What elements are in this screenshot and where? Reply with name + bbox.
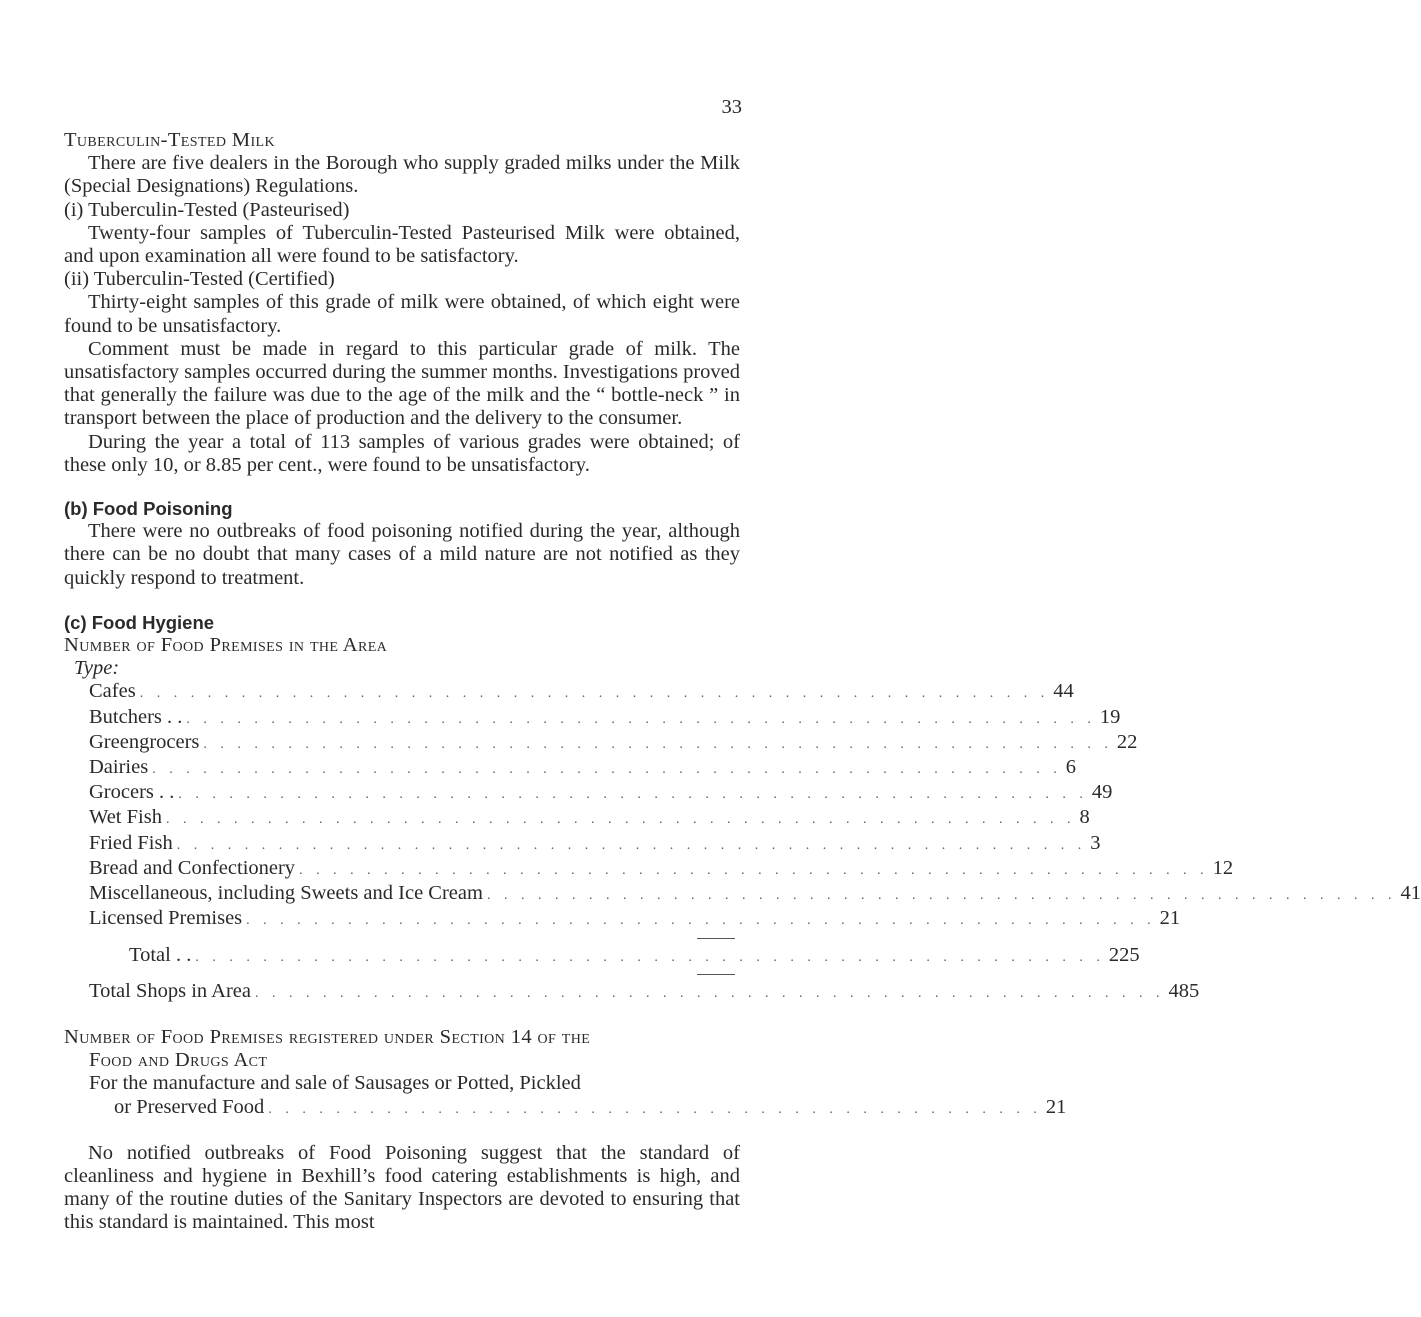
table-row bbox=[89, 705, 1121, 731]
table-row bbox=[89, 680, 1074, 705]
leader-dots: . . . . . . . . . . . . . . . . . . . . . . . . . . . . . . . . . . . . . . . . . . . . . . . . . . . . . . bbox=[486, 888, 1397, 904]
premises-count: 3 bbox=[1090, 831, 1101, 854]
total-value: 225 bbox=[1108, 943, 1140, 966]
premises-count: 19 bbox=[1099, 705, 1121, 728]
total-label: Total . . bbox=[129, 943, 192, 966]
premises-type: Cafes bbox=[89, 680, 136, 703]
leader-dots: . . . . . . . . . . . . . . . . . . . . . . . . . . . . . . . . . . . . . . . . . . . . . . bbox=[268, 1101, 1042, 1117]
registered-heading-line2: Food and Drugs Act bbox=[89, 1049, 268, 1072]
registered-item-line1: For the manufacture and sale of Sausages or Potted, Pickled bbox=[89, 1072, 581, 1095]
registered-heading-line1: Number of Food Premises registered under Section 14 of the bbox=[64, 1025, 591, 1048]
food-hygiene-section bbox=[64, 611, 1421, 1005]
premises-type: Miscellaneous, including Sweets and Ice Cream bbox=[89, 882, 483, 905]
tuberculin-tested-milk-section bbox=[64, 129, 740, 477]
premises-type: Wet Fish bbox=[89, 806, 162, 829]
premises-count: 22 bbox=[1116, 730, 1138, 753]
leader-dots: . . . . . . . . . . . . . . . . . . . . . . . . . . . . . . . . . . . . . . . . . . . . . . . . . . . . . . bbox=[299, 862, 1209, 878]
premises-count: 49 bbox=[1091, 781, 1113, 804]
premises-type: Bread and Confectionery bbox=[89, 856, 296, 879]
table-row bbox=[89, 730, 1138, 756]
premises-count: 44 bbox=[1053, 680, 1074, 703]
paragraph-certified: Thirty-eight samples of this grade of milk were obtained, of which eight were found to be unsatisfactory. bbox=[64, 291, 740, 337]
premises-count-heading: Number of Food Premises in the Area bbox=[64, 634, 388, 657]
table-row bbox=[89, 781, 1113, 806]
table-row bbox=[89, 907, 1181, 932]
registered-item-line2: or Preserved Food bbox=[114, 1095, 265, 1118]
table-row bbox=[89, 882, 1421, 907]
total-rule-top bbox=[697, 938, 735, 939]
page-number: 33 bbox=[721, 96, 742, 118]
premises-table bbox=[64, 680, 1421, 1004]
registered-item-row bbox=[114, 1095, 1067, 1121]
leader-dots: . . . . . . . . . . . . . . . . . . . . . . . . . . . . . . . . . . . . . . . . . . . . . . . . . . . . . . bbox=[203, 736, 1113, 752]
registered-premises-section bbox=[64, 1025, 1067, 1121]
premises-type: Greengrocers bbox=[89, 730, 200, 753]
premises-type: Butchers . . bbox=[89, 705, 183, 728]
paragraph-food-poisoning: There were no outbreaks of food poisoning notified during the year, although there can be no doubt that many cases of a mild nature are not notified as they quickly respond to treatment. bbox=[64, 520, 740, 589]
premises-type: Grocers . . bbox=[89, 781, 175, 804]
leader-dots: . . . . . . . . . . . . . . . . . . . . . . . . . . . . . . . . . . . . . . . . . . . . . . . . . . . . . . bbox=[152, 762, 1062, 778]
table-row bbox=[89, 756, 1076, 781]
leader-dots: . . . . . . . . . . . . . . . . . . . . . . . . . . . . . . . . . . . . . . . . . . . . . . . . . . . . . . bbox=[186, 711, 1096, 727]
premises-count: 8 bbox=[1079, 806, 1090, 829]
leader-dots: . . . . . . . . . . . . . . . . . . . . . . . . . . . . . . . . . . . . . . . . . . . . . . . . . . . . . . bbox=[139, 686, 1050, 702]
premises-count: 21 bbox=[1159, 907, 1181, 930]
table-row bbox=[89, 806, 1090, 831]
registered-premises-heading bbox=[64, 1026, 740, 1072]
section-heading-food-hygiene: (c) Food Hygiene bbox=[64, 611, 215, 633]
paragraph-pasteurised: Twenty-four samples of Tuberculin-Tested Pasteurised Milk were obtained, and upon examination all were found to be satisfactory. bbox=[64, 221, 740, 268]
total-shops-row bbox=[89, 979, 1200, 1005]
registered-item-value: 21 bbox=[1045, 1095, 1067, 1118]
type-label: Type: bbox=[74, 657, 120, 680]
leader-dots: . . . . . . . . . . . . . . . . . . . . . . . . . . . . . . . . . . . . . . . . . . . . . . . . . . . . . . bbox=[254, 985, 1165, 1001]
section-heading-tt-milk: Tuberculin-Tested Milk bbox=[64, 129, 276, 151]
subheading-certified: (ii) Tuberculin-Tested (Certified) bbox=[64, 268, 335, 291]
table-row bbox=[89, 856, 1234, 882]
total-shops-value: 485 bbox=[1168, 979, 1200, 1002]
total-shops-label: Total Shops in Area bbox=[89, 979, 251, 1002]
premises-count: 6 bbox=[1065, 756, 1076, 779]
food-poisoning-section bbox=[64, 497, 740, 590]
total-row bbox=[129, 943, 1140, 969]
leader-dots: . . . . . . . . . . . . . . . . . . . . . . . . . . . . . . . . . . . . . . . . . . . . . . . . . . . . . . bbox=[195, 949, 1105, 965]
paragraph-comment: Comment must be made in regard to this particular grade of milk. The unsatisfactory samples occurred during the summer months. Investigations proved that generally the failure was due to the age of the milk and the “ bottle-neck ” in transport between the place of production and the delivery to the consumer. bbox=[64, 337, 740, 430]
leader-dots: . . . . . . . . . . . . . . . . . . . . . . . . . . . . . . . . . . . . . . . . . . . . . . . . . . . . . . bbox=[176, 837, 1087, 853]
premises-type: Fried Fish bbox=[89, 831, 173, 854]
premises-type: Dairies bbox=[89, 756, 149, 779]
leader-dots: . . . . . . . . . . . . . . . . . . . . . . . . . . . . . . . . . . . . . . . . . . . . . . . . . . . . . . bbox=[246, 913, 1156, 929]
premises-count: 12 bbox=[1212, 856, 1234, 879]
subheading-pasteurised: (i) Tuberculin-Tested (Pasteurised) bbox=[64, 198, 350, 221]
page-body bbox=[64, 129, 1421, 1235]
paragraph-dealers: There are five dealers in the Borough who supply graded milks under the Milk (Special Designations) Regulations. bbox=[64, 152, 740, 198]
total-rule-bottom bbox=[697, 974, 735, 975]
paragraph-total-samples: During the year a total of 113 samples of various grades were obtained; of these only 10, or 8.85 per cent., were found to be unsatisfactory. bbox=[64, 430, 740, 476]
section-heading-food-poisoning: (b) Food Poisoning bbox=[64, 498, 233, 520]
paragraph-closing: No notified outbreaks of Food Poisoning suggest that the standard of cleanliness and hygiene in Bexhill’s food catering establishments is high, and many of the routine duties of the Sanitary Inspectors are devoted to ensuring that this standard is maintained. This most bbox=[64, 1141, 740, 1234]
table-row bbox=[89, 831, 1101, 857]
premises-count: 41 bbox=[1400, 882, 1421, 905]
premises-type: Licensed Premises bbox=[89, 907, 243, 930]
leader-dots: . . . . . . . . . . . . . . . . . . . . . . . . . . . . . . . . . . . . . . . . . . . . . . . . . . . . . . bbox=[165, 812, 1076, 828]
leader-dots: . . . . . . . . . . . . . . . . . . . . . . . . . . . . . . . . . . . . . . . . . . . . . . . . . . . . . . bbox=[178, 787, 1088, 803]
